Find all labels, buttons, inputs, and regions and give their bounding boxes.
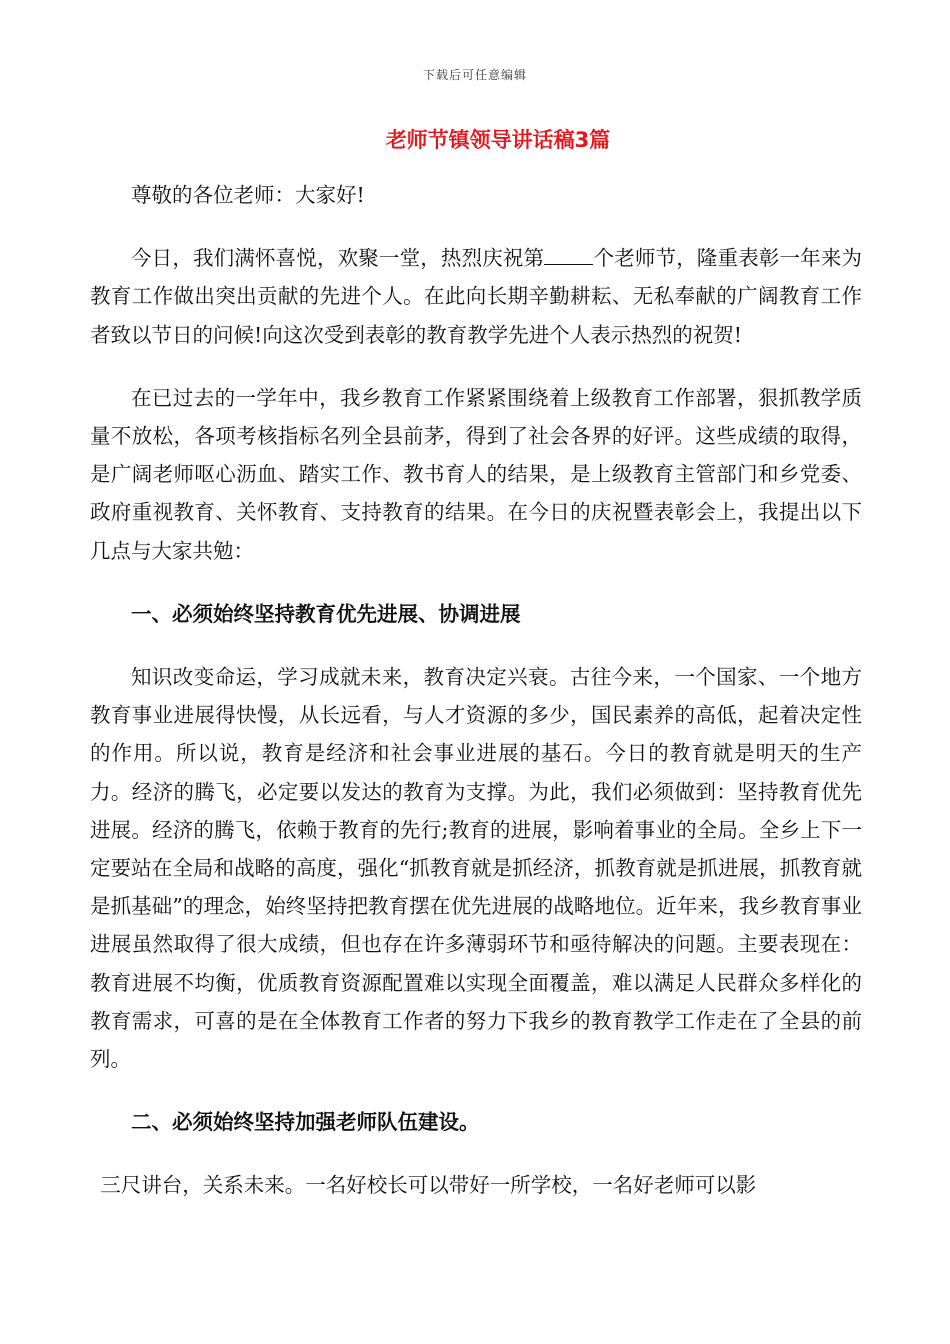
section-heading-2: 二、必须始终坚持加强老师队伍建设。	[131, 1110, 480, 1135]
greeting-paragraph: 尊敬的各位老师：大家好!	[131, 183, 365, 207]
teacher-team-paragraph: 三尺讲台，关系未来。一名好校长可以带好一所学校，一名好老师可以影	[100, 1173, 757, 1198]
opening-paragraph	[90, 239, 862, 354]
document-title: 老师节镇领导讲话稿3篇	[385, 128, 611, 152]
document-body	[90, 176, 862, 1230]
section-heading-1: 一、必须始终坚持教育优先进展、协调进展	[131, 601, 521, 626]
fill-in-blank	[544, 244, 593, 266]
achievements-paragraph: 在已过去的一学年中，我乡教育工作紧紧围绕着上级教育工作部署，狠抓教学质量不放松，各项考核指标名列全县前茅，得到了社会各界的好评。这些成绩的取得，是广阔老师呕心沥血、踏实工作、教书育人的结果，是上级教育主管部门和乡党委、政府重视教育、关怀教育、支持教育的结果。在今日的庆祝暨表彰会上，我提出以下几点与大家共勉：	[90, 385, 862, 563]
opening-text-end: 个老师节，隆重表彰一年来为教育工作做出突出贡献的先进个人。在此向长期辛勤耕耘、无私奉献的广阔教育工作者致以节日的问候!向这次受到表彰的教育教学先进个人表示热烈的祝贺!	[90, 246, 862, 347]
header-note: 下载后可任意编辑	[422, 68, 527, 82]
opening-text-start: 今日，我们满怀喜悦，欢聚一堂，热烈庆祝第	[131, 246, 545, 271]
education-priority-paragraph: 知识改变命运，学习成就未来，教育决定兴衰。古往今来，一个国家、一个地方教育事业进展得快慢，从长远看，与人才资源的多少，国民素养的高低，起着决定性的作用。所以说，教育是经济和社会事业进展的基石。今日的教育就是明天的生产力。经济的腾飞，必定要以发达的教育为支撑。为此，我们必须做到：坚持教育优先进展。经济的腾飞，依赖于教育的先行;教育的进展，影响着事业的全局。全乡上下一定要站在全局和战略的高度，强化“抓教育就是抓经济，抓教育就是抓进展，抓教育就是抓基础”的理念，始终坚持把教育摆在优先进展的战略地位。近年来，我乡教育事业进展虽然取得了很大成绩，但也存在许多薄弱环节和亟待解决的问题。主要表现在：教育进展不均衡，优质教育资源配置难以实现全面覆盖，难以满足人民群众多样化的教育需求，可喜的是在全体教育工作者的努力下我乡的教育教学工作走在了全县的前列。	[90, 665, 862, 1072]
